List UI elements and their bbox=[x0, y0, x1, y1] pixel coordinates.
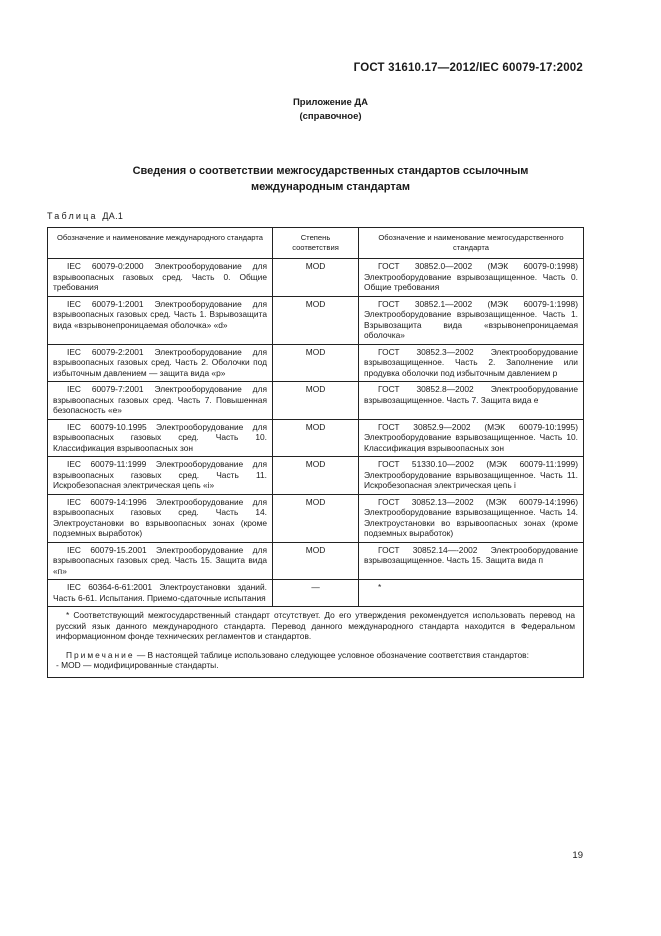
correspondence-table bbox=[47, 227, 584, 678]
degree-cell: MOD bbox=[273, 259, 359, 297]
international-standard-cell: IEC 60079-7:2001 Электрооборудование для взрывоопасных газовых сред. Часть 7. Повышенная безопасность «е» bbox=[48, 382, 273, 420]
international-standard-cell: IEC 60364-6-61:2001 Электроустановки зданий. Часть 6-61. Испытания. Приемо-сдаточные испытания bbox=[48, 580, 273, 607]
table-row bbox=[48, 457, 584, 495]
national-standard-cell: ГОСТ 30852.13—2002 (МЭК 60079-14:1996) Электрооборудование взрывозащищенное. Часть 14. Электроустановки во взрывоопасных зонах (кроме подземных выработок) bbox=[359, 494, 584, 542]
national-standard-cell: ГОСТ 30852.1—2002 (МЭК 60079-1:1998) Электрооборудование взрывозащищенное. Часть 1. Взрывозащита вида «взрывонепроницаемая оболочка» bbox=[359, 296, 584, 344]
national-standard-cell: ГОСТ 30852.3—2002 Электрооборудование взрывозащищенное. Часть 2. Заполнение или продувка оболочки под избыточным давлением р bbox=[359, 344, 584, 382]
note-text: — В настоящей таблице использовано следующее условное обозначение соответствия стандартов: bbox=[136, 649, 529, 660]
table-row bbox=[48, 580, 584, 607]
table-row bbox=[48, 542, 584, 580]
appendix-subtitle: (справочное) bbox=[299, 111, 362, 122]
international-standard-cell: IEC 60079-14:1996 Электрооборудование для взрывоопасных газовых сред. Часть 14. Электроустановки во взрывоопасных зонах (кроме подземных выработок) bbox=[48, 494, 273, 542]
degree-cell: MOD bbox=[273, 542, 359, 580]
header-national-standard: Обозначение и наименование межгосударственного стандарта bbox=[359, 228, 584, 259]
international-standard-cell: IEC 60079-1:2001 Электрооборудование для взрывоопасных газовых сред. Часть 1. Взрывозащита вида «взрывонепроницаемая оболочка» «d» bbox=[48, 296, 273, 344]
international-standard-cell: IEC 60079-0:2000 Электрооборудование для взрывоопасных газовых сред. Часть 0. Общие требования bbox=[48, 259, 273, 297]
international-standard-cell: IEC 60079-11:1999 Электрооборудование для взрывоопасных газовых сред. Часть 11. Искробезопасная электрическая цепь «i» bbox=[48, 457, 273, 495]
table-footer bbox=[48, 607, 584, 678]
document-title bbox=[60, 163, 601, 195]
degree-cell: MOD bbox=[273, 457, 359, 495]
document-title-line-2: международным стандартам bbox=[251, 181, 410, 193]
international-standard-cell: IEC 60079-2:2001 Электрооборудование для взрывоопасных газовых сред. Часть 2. Оболочки под избыточным давлением — защита вида «р» bbox=[48, 344, 273, 382]
national-standard-cell: ГОСТ 51330.10—2002 (МЭК 60079-11:1999) Электрооборудование взрывозащищенное. Часть 11. Искробезопасная электрическая цепь i bbox=[359, 457, 584, 495]
table-row bbox=[48, 344, 584, 382]
header-degree: Степень соответствия bbox=[273, 228, 359, 259]
page-number: 19 bbox=[572, 850, 583, 861]
national-standard-cell: ГОСТ 30852.0—2002 (МЭК 60079-0:1998) Электрооборудование взрывозащищенное. Часть 0. Общие требования bbox=[359, 259, 584, 297]
document-title-line-1: Сведения о соответствии межгосударственных стандартов ссылочным bbox=[132, 165, 529, 177]
degree-cell: MOD bbox=[273, 296, 359, 344]
note-label: Примечание bbox=[66, 649, 135, 660]
note bbox=[56, 650, 575, 661]
table-row bbox=[48, 296, 584, 344]
degree-cell: MOD bbox=[273, 382, 359, 420]
national-standard-cell: * bbox=[359, 580, 584, 607]
table-body bbox=[48, 259, 584, 607]
international-standard-cell: IEC 60079-10.1995 Электрооборудование для взрывоопасных газовых сред. Часть 10. Классификация взрывоопасных зон bbox=[48, 419, 273, 457]
table-row bbox=[48, 494, 584, 542]
national-standard-cell: ГОСТ 30852.14—-2002 Электрооборудование взрывозащищенное. Часть 15. Защита вида п bbox=[359, 542, 584, 580]
table-caption-number: ДА.1 bbox=[102, 211, 124, 221]
table-caption-word: Таблица bbox=[47, 211, 98, 221]
table-footer-row bbox=[48, 607, 584, 678]
header-international-standard: Обозначение и наименование международного стандарта bbox=[48, 228, 273, 259]
international-standard-cell: IEC 60079-15.2001 Электрооборудование для взрывоопасных газовых сред. Часть 15. Защита вида «п» bbox=[48, 542, 273, 580]
appendix-title: Приложение ДА bbox=[292, 97, 369, 108]
footnote: * Соответствующий межгосударственный стандарт отсутствует. До его утверждения рекомендуется использовать перевод на русский язык данного международного стандарта. Перевод данного международного стандарта находится в Федеральном информационном фонде технических регламентов и стандартов. bbox=[56, 610, 575, 641]
note-abbreviation: - MOD — модифицированные стандарты. bbox=[56, 660, 219, 670]
standard-code-header: ГОСТ 31610.17—2012/IEC 60079-17:2002 bbox=[353, 62, 583, 74]
table-row bbox=[48, 419, 584, 457]
table-row bbox=[48, 382, 584, 420]
degree-cell: MOD bbox=[273, 344, 359, 382]
degree-cell: MOD bbox=[273, 494, 359, 542]
appendix-heading bbox=[0, 96, 661, 124]
national-standard-cell: ГОСТ 30852.9—2002 (МЭК 60079-10:1995) Электрооборудование взрывозащищенное. Часть 10. Классификация взрывоопасных зон bbox=[359, 419, 584, 457]
table-caption bbox=[47, 211, 123, 221]
degree-cell: MOD bbox=[273, 419, 359, 457]
degree-cell: — bbox=[273, 580, 359, 607]
national-standard-cell: ГОСТ 30852.8—2002 Электрооборудование взрывозащищенное. Часть 7. Защита вида е bbox=[359, 382, 584, 420]
table-header-row bbox=[48, 228, 584, 259]
table-row bbox=[48, 259, 584, 297]
